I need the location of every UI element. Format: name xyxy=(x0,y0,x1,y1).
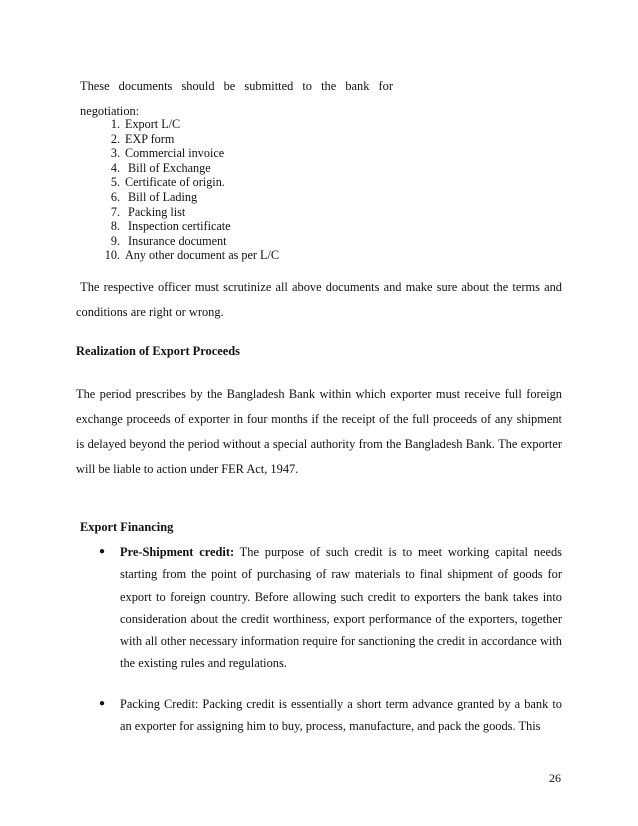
list-item xyxy=(100,117,279,132)
list-item-label: EXP form xyxy=(125,131,175,146)
list-item-label: Bill of Exchange xyxy=(125,160,211,175)
realization-paragraph: The period prescribes by the Bangladesh Bank within which exporter must receive full foreign exchange proceeds of exporter in four months if the receipt of the full proceeds of any shipment is delayed beyond the period without a special authority from the Bangladesh Bank. The exporter will be liable to action under FER Act, 1947. xyxy=(76,387,562,476)
list-item-number: 3. xyxy=(110,146,120,161)
list-item xyxy=(100,132,279,147)
list-item xyxy=(100,248,279,263)
list-item-number: 2. xyxy=(110,131,120,146)
list-item xyxy=(100,234,279,249)
list-item-number: 4. xyxy=(110,160,120,175)
list-item xyxy=(100,190,279,205)
bullet-icon: ● xyxy=(99,698,106,709)
list-item-label: Inspection certificate xyxy=(125,219,231,234)
list-item-number: 7. xyxy=(110,204,120,219)
pre-shipment-credit-title: Pre-Shipment credit: xyxy=(120,545,235,559)
list-item-label: Insurance document xyxy=(125,233,227,248)
list-item-label: Bill of Lading xyxy=(125,189,198,204)
list-item xyxy=(100,205,279,220)
scrutinize-paragraph: The respective officer must scrutinize all above documents and make sure about the terms and conditions are right or wrong. xyxy=(76,280,566,319)
pre-shipment-credit-body: The purpose of such credit is to meet working capital needs starting from the point of purchasing of raw materials to final shipment of goods for export to foreign country. Before allowing such credit to exporters the bank takes into consideration about the credit worthiness, export performance of the exporters, together with all other necessary information require for sanctioning the credit in accordance with the existing rules and regulations. xyxy=(120,545,562,671)
list-item xyxy=(100,161,279,176)
page-number: 26 xyxy=(549,771,561,785)
bullet-icon: ● xyxy=(99,546,106,557)
list-item xyxy=(100,219,279,234)
list-item-number: 10. xyxy=(104,248,120,263)
pre-shipment-credit-text xyxy=(120,541,562,675)
packing-credit-text: Packing Credit: Packing credit is essentially a short term advance granted by a bank to an exporter for assigning him to buy, process, manufacture, and pack the goods. This xyxy=(120,697,562,734)
list-item-label: Export L/C xyxy=(125,117,181,131)
list-item-label: Commercial invoice xyxy=(125,146,225,161)
list-item-label: Certificate of origin. xyxy=(125,175,225,190)
list-item-label: Any other document as per L/C xyxy=(125,248,279,263)
intro-paragraph: These documents should be submitted to the bank for negotiation: xyxy=(80,79,393,118)
realization-heading: Realization of Export Proceeds xyxy=(76,344,240,358)
export-financing-heading: Export Financing xyxy=(80,520,174,534)
list-item-number: 9. xyxy=(110,233,120,248)
list-item-number: 8. xyxy=(110,219,120,234)
list-item-number: 5. xyxy=(110,175,120,190)
required-documents-list xyxy=(100,117,279,263)
list-item-label: Packing list xyxy=(125,204,186,219)
list-item xyxy=(100,175,279,190)
list-item-number: 6. xyxy=(110,189,120,204)
list-item xyxy=(100,146,279,161)
list-item-number: 1. xyxy=(110,117,120,131)
